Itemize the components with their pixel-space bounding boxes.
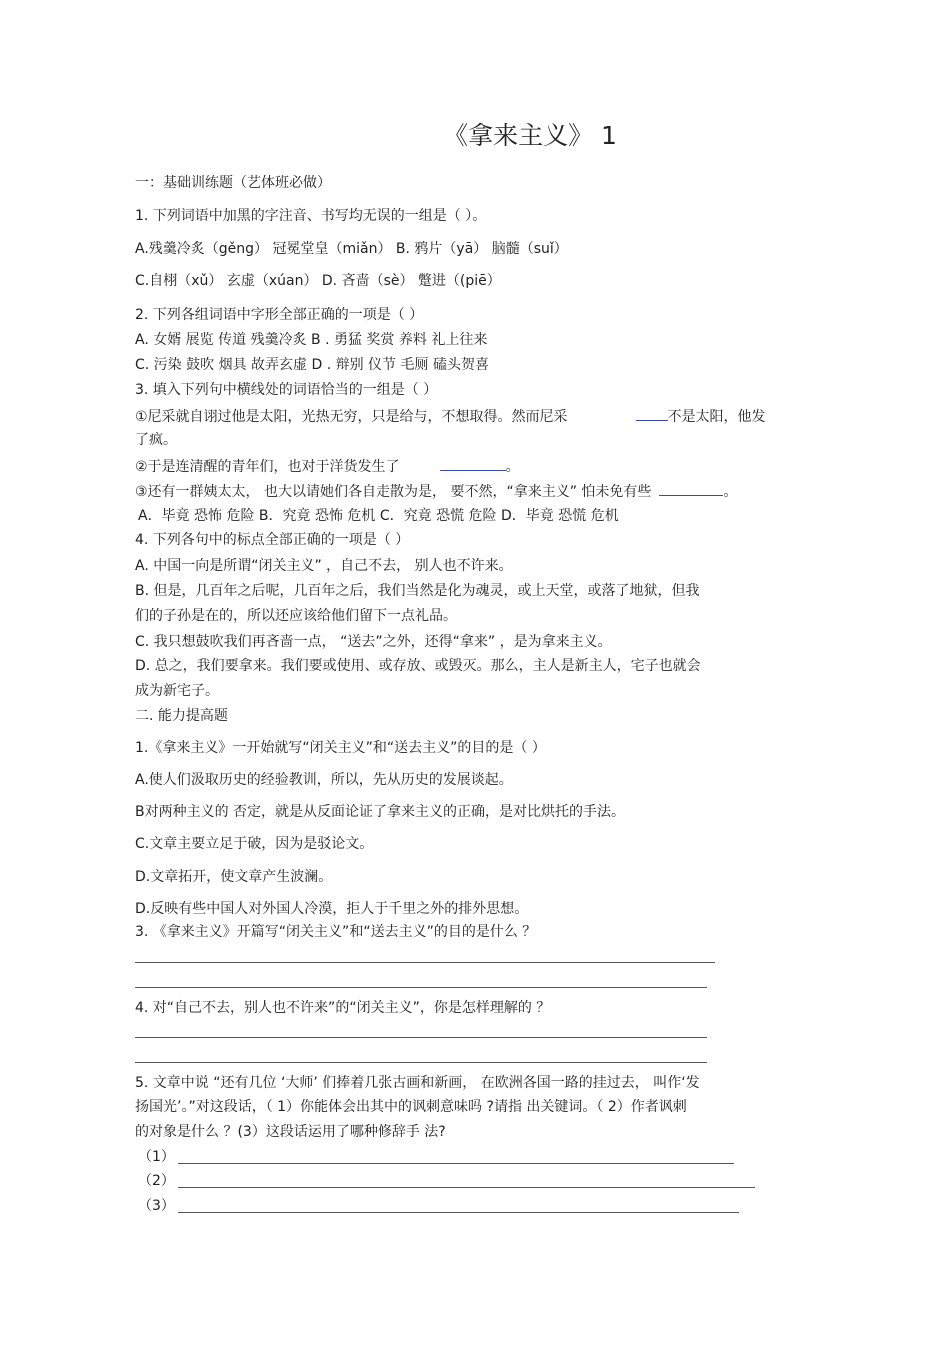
advanced-question-1-option-c: C.文章主要立足于破，因为是驳论文。: [135, 836, 374, 852]
question-1-options-ab: A.残羹冷炙（gěng） 冠冕堂皇（miǎn） B. 鸦片（yā） 脑髓（suǐ）: [135, 241, 568, 257]
answer-line[interactable]: [135, 1062, 707, 1063]
sentence-3-text-b: 。: [723, 484, 738, 500]
question-4-option-c: C. 我只想鼓吹我们再吝啬一点， “送去”之外，还得“拿来” ，是为拿来主义。: [135, 634, 612, 650]
sentence-1-text-b: 不是太阳，他发: [667, 409, 766, 425]
question-3-sentence-1: [135, 406, 766, 426]
page-title: 《拿来主义》 1: [443, 121, 617, 150]
advanced-question-1-option-d2: D.反映有些中国人对外国人冷漠，拒人于千里之外的排外思想。: [135, 901, 529, 917]
question-3-sentence-1-cont: 了疯。: [135, 432, 177, 448]
question-4-option-b: B. 但是，几百年之后呢，几百年之后，我们当然是化为魂灵，或上天堂，或落了地狱，但我: [135, 583, 700, 599]
advanced-question-1-option-a: A.使人们汲取历史的经验教训，所以，先从历史的发展谈起。: [135, 772, 513, 788]
answer-line[interactable]: [178, 1163, 734, 1164]
question-4-option-b-cont: 们的子孙是在的，所以还应该给他们留下一点礼品。: [135, 608, 457, 624]
section-heading-advanced: 二. 能力提高题: [135, 708, 228, 724]
question-1-stem: 1. 下列词语中加黑的字注音、书写均无误的一组是（ ）。: [135, 208, 487, 224]
answer-blank[interactable]: [636, 406, 668, 421]
question-3-sentence-2: [135, 456, 520, 476]
advanced-question-4-stem: 4. 对“自己不去，别人也不许来”的“闭关主义”，你是怎样理解的 ？: [135, 1000, 551, 1016]
question-3-options: A．毕竟 恐怖 危险 B．究竟 恐怖 危机 C．究竟 恐慌 危险 D．毕竟 恐慌 危机: [138, 508, 619, 524]
advanced-question-1-option-d: D.文章拓开，使文章产生波澜。: [135, 869, 333, 885]
question-4-option-a: A. 中国一向是所谓“闭关主义” ，自己不去， 别人也不许来。: [135, 558, 513, 574]
advanced-question-3-stem: 3. 《拿来主义》开篇写“闭关主义”和“送去主义”的目的是什么 ？: [135, 924, 537, 940]
advanced-question-5-line-2: 扬国光’。”对这段话，（ 1）你能体会出其中的讽刺意味吗 ?请指 出关键词。（ 2）作者讽刺: [135, 1099, 687, 1115]
section-heading-basic: 一：基础训练题（艺体班必做）: [135, 175, 331, 191]
sentence-1-text-a: ①尼采就自诩过他是太阳，光热无穷，只是给与，不想取得。然而尼采: [135, 409, 568, 425]
answer-blank[interactable]: [659, 481, 723, 496]
question-2-stem: 2. 下列各组词语中字形全部正确的一项是（ ）: [135, 307, 424, 323]
question-2-options-cd: C. 污染 鼓吹 烟具 故弄玄虚 D . 辩别 仪节 毛厕 磕头贺喜: [135, 357, 489, 373]
advanced-question-1-stem: 1.《拿来主义》一开始就写“闭关主义”和“送去主义”的目的是（ ）: [135, 740, 546, 756]
question-4-option-d: D. 总之，我们要拿来。我们要或使用、或存放、或毁灭。那么，主人是新主人，宅子也就会: [135, 658, 701, 674]
answer-line[interactable]: [135, 962, 715, 963]
question-2-options-ab: A. 女婿 展览 传道 残羹冷炙 B . 勇猛 奖赏 养料 礼上往来: [135, 332, 488, 348]
question-1-options-cd: C.自栩（xǔ） 玄虚（xúan） D. 吝啬（sè） 蹩进（(piē）: [135, 273, 501, 289]
answer-line[interactable]: [135, 987, 707, 988]
answer-line[interactable]: [178, 1212, 739, 1213]
answer-line[interactable]: [178, 1187, 755, 1188]
answer-line[interactable]: [135, 1037, 707, 1038]
question-4-option-d-cont: 成为新宅子。: [135, 683, 219, 699]
answer-blank[interactable]: [440, 456, 506, 471]
question-3-stem: 3. 填入下列句中横线处的词语恰当的一组是（ ）: [135, 382, 438, 398]
question-4-stem: 4. 下列各句中的标点全部正确的一项是（ ）: [135, 532, 410, 548]
advanced-question-5-line-3: 的对象是什么 ？(3）这段话运用了哪种修辞手 法?: [135, 1124, 446, 1140]
advanced-question-1-option-b: B对两种主义的 否定，就是从反面论证了拿来主义的正确，是对比烘托的手法。: [135, 804, 626, 820]
answer-number-1: （1）: [138, 1149, 175, 1165]
answer-number-2: （2）: [138, 1173, 175, 1189]
question-3-sentence-3: [135, 481, 737, 501]
sentence-2-text-a: ②于是连清醒的青年们，也对于洋货发生了: [135, 459, 400, 475]
sentence-2-text-b: 。: [505, 459, 520, 475]
advanced-question-5-line-1: 5. 文章中说 “还有几位 ‘大师’ 们捧着几张古画和新画， 在欧洲各国一路的挂过去， 叫作‘发: [135, 1075, 700, 1091]
answer-number-3: （3）: [138, 1198, 175, 1214]
sentence-3-text-a: ③还有一群姨太太， 也大以请她们各自走散为是， 要不然，“拿来主义” 怕未免有些: [135, 484, 652, 500]
